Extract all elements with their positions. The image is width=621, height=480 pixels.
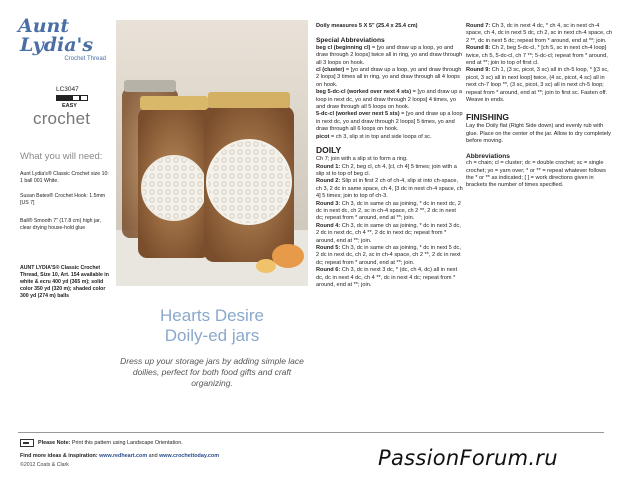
special-abbr-heading: Special Abbreviations — [316, 37, 385, 45]
round-step: Round 8: Ch 2, beg 5-dc-cl, * [ch 5, sc in next ch-4 loop] twice, ch 5, 5-dc-cl, ch 7 **; 5-dc-cl; repeat from * around, end at **; join to top of first cl. — [466, 45, 608, 67]
material-item: Aunt Lydia's® Classic Crochet size 10: 1 ball 001 White. — [20, 171, 109, 184]
craft-label: crochet — [33, 109, 91, 128]
instructions-column-2 — [466, 23, 614, 190]
abbr-entry: cl (cluster) = [yo and draw up a loop, yo and draw through 2 loops] 3 times all in ring, yo and draw through all 4 loops on hook. — [316, 67, 462, 88]
pattern-title — [118, 306, 306, 346]
brand-logo — [18, 17, 110, 62]
sidebar — [0, 0, 116, 432]
skill-level-label: EASY — [62, 103, 77, 109]
instructions-column-1 — [316, 23, 464, 289]
abbr-entry: 5-dc-cl (worked over next 5 sts) = [yo and draw up a loop in next dc, yo and draw through 2 loops] 5 times, yo and draw through all 6 loops on hook. — [316, 111, 463, 133]
brand-line2: Lydia's — [20, 34, 94, 56]
copyright: ©2012 Coats & Clark — [20, 462, 69, 468]
round-step: Round 3: Ch 3, dc in same ch as joining, * dc in next dc, 2 dc in next dc, ch 2, sc in ch-4 space, ch 2 **, 2 dc in next dc; repeat from * around, end at **; join. — [316, 200, 461, 222]
skill-segment — [80, 95, 88, 101]
pattern-number: LC3047 — [56, 86, 79, 93]
doily-intro: Ch 7; join with a slip st to form a ring. — [316, 156, 408, 163]
jars-illustration — [116, 20, 308, 286]
more-ideas: Find more ideas & inspiration: www.redheart.com and www.crochettoday.com — [20, 453, 220, 459]
jars-photo — [116, 20, 308, 286]
skill-segment — [72, 95, 80, 101]
abbr-entry: beg cl (beginning cl) = [yo and draw up a loop, yo and draw through 2 loops] twice all in ring, yo and draw through all 3 loops on hook. — [316, 44, 463, 66]
round-step: Round 5: Ch 3, dc in same ch as joining, * dc in next 5 dc, 2 dc in next dc, ch 2, sc in ch-4 space, ch 2 **, 2 dc in next dc; repeat from * around, end at **; join. — [316, 244, 461, 266]
abbr-entry: picot = ch 3, slip st in top and side loops of sc. — [316, 133, 432, 140]
brand-sub: Crochet Thread — [64, 56, 106, 62]
crochettoday-link[interactable]: www.crochettoday.com — [159, 453, 220, 459]
finishing-text: Lay the Doily flat (Right Side down) and evenly rub with glue. Place on the center of the jar. Allow to dry completely before moving. — [466, 123, 611, 145]
round-step: Round 6: Ch 3, dc in next 3 dc, * (dc, ch 4, dc) all in next dc, dc in next 4 dc, ch 4 **, dc in next 4 dc; repeat from * around, end at **; join. — [316, 267, 458, 288]
pattern-title-line2: Doily-ed jars — [164, 326, 260, 345]
skill-segment — [64, 95, 72, 101]
printer-icon — [20, 439, 34, 447]
abbr-entry: beg 5-dc-cl (worked over next 4 sts) = [yo and draw up a loop in next dc, yo and draw through 2 loops] 4 times, yo and draw through all 5 loops on hook. — [316, 89, 462, 111]
skill-segment — [56, 95, 64, 101]
round-step: Round 7: Ch 3, dc in next 4 dc, * ch 4, sc in next ch-4 space, ch 4, dc in next 5 dc, ch 2, sc in next ch-4 space, ch 2 **, dc in next 5 dc; repeat from * around, end at **; join. — [466, 23, 613, 44]
material-item: AUNT LYDIA'S® Classic Crochet Thread, Size 10, Art. 154 available in white & ecru 400 yd (365 m); solid color 350 yd (320 m); shaded color 300 yd (274 m) balls — [20, 265, 109, 299]
watermark: PassionForum.ru — [378, 446, 558, 470]
redheart-link[interactable]: www.redheart.com — [99, 453, 148, 459]
pattern-subtitle: Dress up your storage jars by adding simple lace doilies, perfect for both food gifts and craft organizing. — [120, 356, 304, 388]
doily-heading: DOILY — [316, 145, 342, 156]
abbreviations-heading: Abbreviations — [466, 152, 510, 160]
skill-level-meter — [56, 95, 88, 101]
measurement: Doily measures 5 X 5" (25.4 x 25.4 cm) — [316, 23, 418, 29]
finishing-heading: FINISHING — [466, 112, 509, 123]
round-step: Round 1: Ch 2, beg cl, ch 4, [cl, ch 4] 5 times; join with a slip st to top of beg cl. — [316, 163, 457, 177]
abbreviations-text: ch = chain; cl = cluster; dc = double crochet; sc = single crochet; yo = yarn over; * or ** = repeat whatever follows the * or ** as indicated; [ ] = work directions given in brackets the number of times specified. — [466, 160, 606, 189]
brand-line1: Aunt — [18, 15, 70, 37]
material-item: Ball® Smooth 7" (17.8 cm) high jar, clear drying house-hold glue — [20, 218, 101, 231]
pattern-title-line1: Hearts Desire — [160, 306, 264, 325]
round-step: Round 2: Slip st in first 2 ch of ch-4, slip st into ch-space, ch 3, 2 dc in same space, ch 4, [3 dc in next ch-4 space, ch 4] 5 times; join to top of ch-3. — [316, 178, 463, 200]
footer-divider — [18, 432, 604, 433]
round-step: Round 9: Ch 1, (3 sc, picot, 3 sc) all in ch-5 loop, * [(3 sc, picot, 3 sc) all in next loop] twice, (4 sc, picot, 4 sc) all in next ch-7 loop **, (3 sc, picot, 3 sc) all in next ch-5 loop; repeat from * around, end at **; join to first sc. Fasten off. Weave in ends. — [466, 67, 609, 104]
print-note: Please Note: Print this pattern using Landscape Orientation. — [20, 439, 183, 447]
materials-heading: What you will need: — [20, 151, 103, 162]
material-item: Susan Bates® Crochet Hook: 1.5mm [US 7] — [20, 193, 106, 206]
round-step: Round 4: Ch 3, dc in same ch as joining, * dc in next 3 dc, 2 dc in next dc, ch 4 **, 2 dc in next dc; repeat from * around, end at **; join. — [316, 222, 461, 244]
